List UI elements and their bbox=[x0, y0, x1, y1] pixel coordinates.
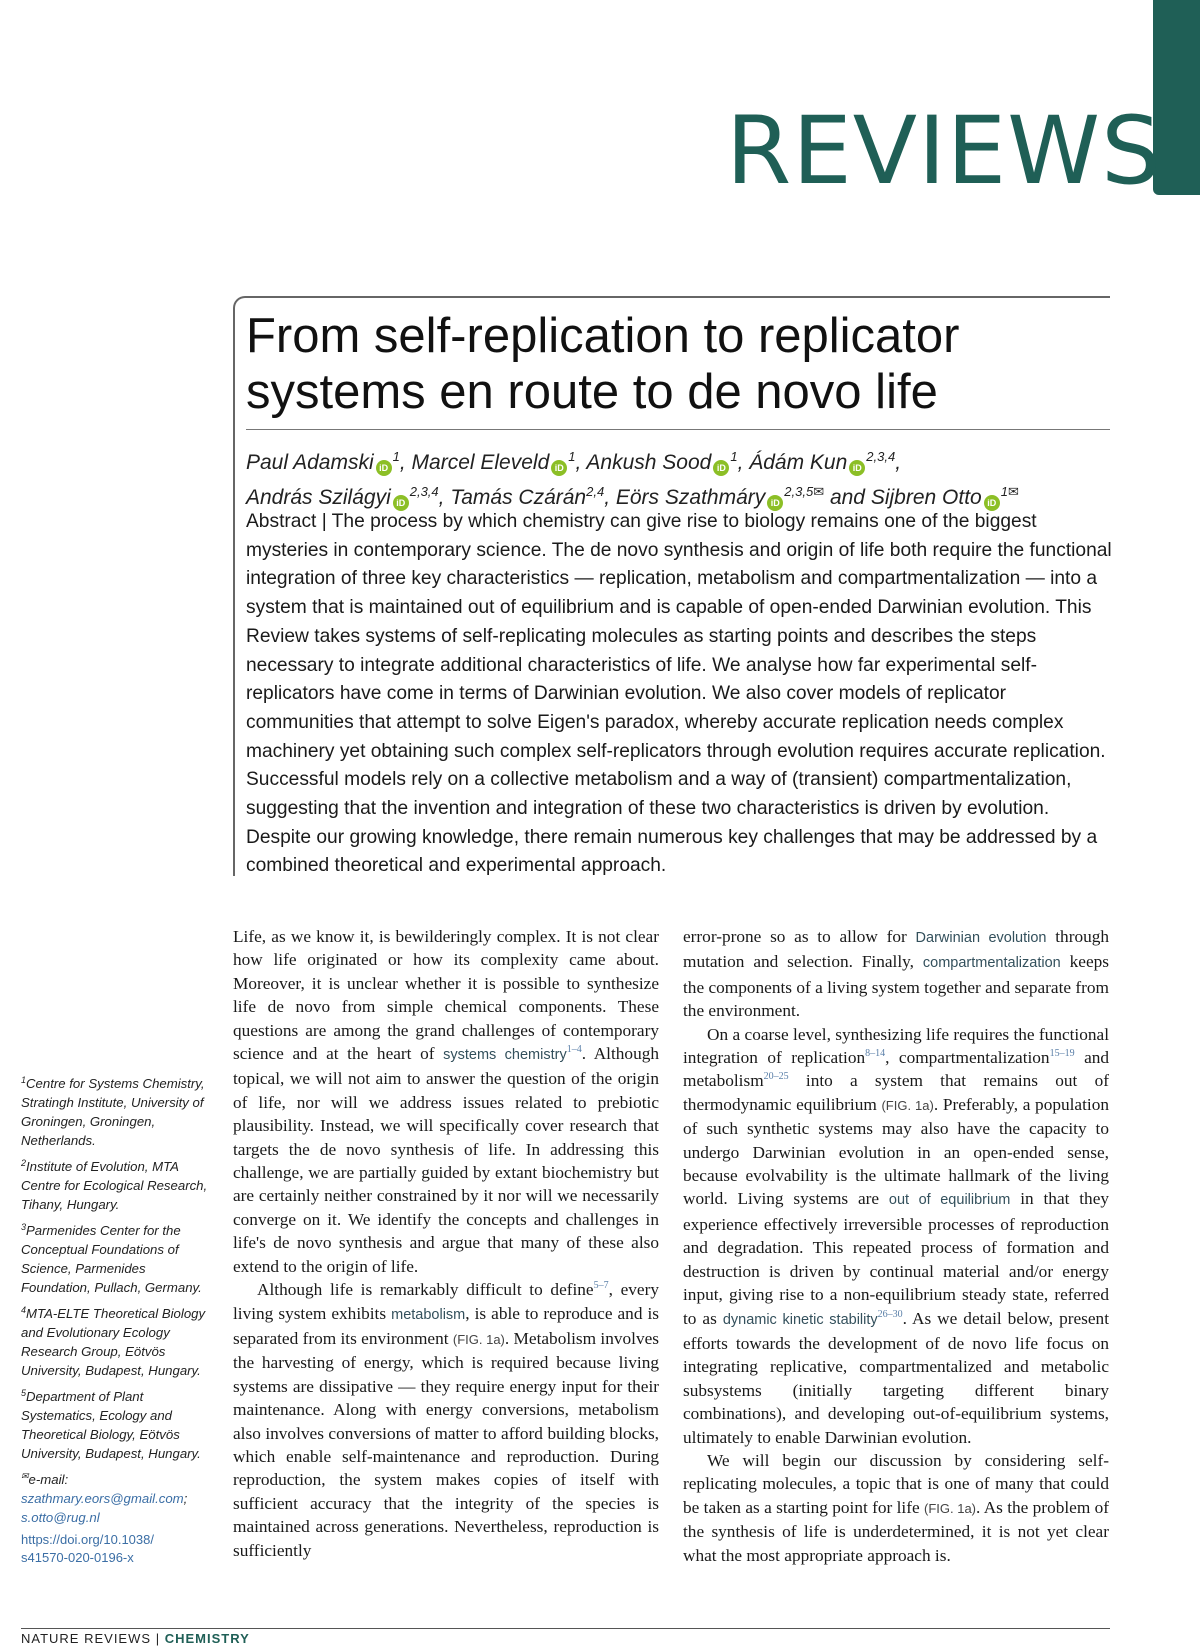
affiliation-item: $^5$Department of Plant Systematics, Ecology and Theoretical Biology, Eötvös University, Budapest, Hungary. bbox=[21, 1388, 201, 1461]
citation[interactable]: 8–14 bbox=[865, 1048, 886, 1060]
author-name[interactable]: Paul Adamski bbox=[246, 451, 374, 474]
citation[interactable]: 15–19 bbox=[1049, 1048, 1075, 1060]
envelope-icon[interactable]: ✉ bbox=[1007, 484, 1019, 499]
body-paragraph: We will begin our discussion by considering self-replicating molecules, a topic that is one of many that could be taken as a starting point for life (FIG. 1a). As the problem of the synthesis of life is underdetermined, it is not yet clear what the most appropriate approach is. bbox=[683, 1450, 1109, 1565]
author-affiliation: 2,3,5 bbox=[784, 484, 814, 499]
author-name[interactable]: Marcel Eleveld bbox=[411, 451, 550, 474]
author-name[interactable]: Eörs Szathmáry bbox=[615, 486, 766, 509]
glossary-term[interactable]: metabolism bbox=[391, 1306, 466, 1323]
citation[interactable]: 5–7 bbox=[593, 1280, 609, 1292]
author-name[interactable]: András Szilágyi bbox=[246, 486, 391, 509]
email-label: e-mail: bbox=[28, 1472, 69, 1487]
glossary-term[interactable]: compartmentalization bbox=[922, 955, 1061, 972]
affiliations-sidebar bbox=[21, 1071, 216, 1571]
journal-section-title: REVIEWS bbox=[726, 97, 1162, 206]
orcid-icon[interactable]: iD bbox=[767, 495, 783, 511]
envelope-icon[interactable]: ✉ bbox=[813, 484, 825, 499]
author-affiliation: 2,4 bbox=[586, 484, 605, 499]
page-footer bbox=[21, 1631, 250, 1646]
title-line-2: systems en route to de novo life bbox=[246, 365, 938, 419]
orcid-icon[interactable]: iD bbox=[713, 460, 729, 476]
affiliation-item: $^1$Centre for Systems Chemistry, Stratingh Institute, University of Groningen, Groningen, Netherlands. bbox=[21, 1075, 205, 1148]
orcid-icon[interactable]: iD bbox=[984, 495, 1000, 511]
author-line-1: Paul Adamski iD$^1$, Marcel Eleveld iD$^1$, Ankush Sood iD$^1$, Ádám Kun iD$^{2,3,4}$, bbox=[246, 449, 902, 474]
author-affiliation: 1 bbox=[1000, 484, 1008, 499]
body-paragraph: Although life is remarkably difficult to define$^{5-7}$, every living system exhibits metabolism, is able to reproduce and is separated from its environment (FIG. 1a). Metabolism involves the harvesting of energy, which is required because living systems are dissipative — they require energy input for their maintenance. Along with energy conversions, metabolism also involves conversions of matter to afford building blocks, which enable self-maintenance and reproduction. During reproduction, the system makes copies of itself with sufficient accuracy that the integrity of the species is maintained across generations. Nevertheless, reproduction is sufficiently bbox=[233, 1280, 659, 1560]
footer-divider bbox=[21, 1628, 1110, 1629]
glossary-term[interactable]: Darwinian evolution bbox=[915, 930, 1047, 946]
author-affiliation: 1 bbox=[392, 449, 400, 464]
body-column-left bbox=[233, 925, 659, 1562]
glossary-term[interactable]: dynamic kinetic stability bbox=[722, 1311, 878, 1328]
author-affiliation: 1 bbox=[568, 449, 576, 464]
affiliation-item: $^3$Parmenides Center for the Conceptual Foundations of Science, Parmenides Foundation, Pullach, Germany. bbox=[21, 1222, 202, 1295]
author-affiliation: 1 bbox=[730, 449, 738, 464]
footer-separator: | bbox=[155, 1631, 161, 1646]
orcid-icon[interactable]: iD bbox=[393, 495, 409, 511]
glossary-term[interactable]: systems chemistry bbox=[443, 1047, 567, 1064]
email-link[interactable]: szathmary.eors@gmail.com bbox=[21, 1491, 184, 1506]
author-name[interactable]: Ankush Sood bbox=[586, 451, 712, 474]
orcid-icon[interactable]: iD bbox=[849, 460, 865, 476]
author-name[interactable]: Ádám Kun bbox=[749, 451, 848, 474]
email-link[interactable]: s.otto@rug.nl bbox=[21, 1510, 100, 1525]
body-column-right bbox=[683, 925, 1109, 1567]
envelope-icon: ✉ bbox=[21, 1471, 29, 1481]
citation[interactable]: 20–25 bbox=[763, 1071, 789, 1083]
doi-link[interactable]: https://doi.org/10.1038/ s41570-020-0196-x bbox=[21, 1532, 154, 1565]
contact-emails: ✉e-mail: szathmary.eors@gmail.com; s.otto@rug.nl bbox=[21, 1471, 188, 1525]
footer-subject: CHEMISTRY bbox=[164, 1631, 250, 1646]
author-affiliation: 2,3,4 bbox=[409, 484, 439, 499]
figure-reference[interactable]: (FIG. 1a) bbox=[881, 1097, 934, 1113]
author-name[interactable]: Tamás Czárán bbox=[450, 486, 587, 509]
citation[interactable]: 1–4 bbox=[566, 1044, 582, 1056]
author-list bbox=[246, 442, 1110, 512]
body-paragraph: Life, as we know it, is bewilderingly complex. It is not clear how life originated or how its complexity came about. Moreover, it is unclear whether it is possible to synthesize life de novo from simple chemical components. These questions are among the grand challenges of contemporary science and at the heart of systems chemistry$^{1-4}$. Although topical, we will not aim to answer the question of the origin of life, nor will we address issues related to prebiotic plausibility. Instead, we will specifically cover research that targets the de novo synthesis of life. In addressing this challenge, we are partially guided by extant biochemistry but are certainly neither constrained by it nor will we necessarily converge on it. We identify the concepts and challenges in life's de novo synthesis and argue that many of these also extend to the origin of life. bbox=[233, 927, 659, 1276]
author-affiliation: 2,3,4 bbox=[866, 449, 896, 464]
affiliation-item: $^2$Institute of Evolution, MTA Centre for Ecological Research, Tihany, Hungary. bbox=[21, 1158, 208, 1212]
glossary-term[interactable]: out of equilibrium bbox=[888, 1192, 1011, 1209]
citation[interactable]: 26–30 bbox=[877, 1308, 903, 1320]
figure-reference[interactable]: (FIG. 1a) bbox=[923, 1500, 976, 1516]
author-name[interactable]: Sijbren Otto bbox=[870, 486, 982, 509]
title-line-1: From self-replication to replicator bbox=[246, 309, 960, 363]
article-title bbox=[246, 308, 1106, 420]
author-line-2: András Szilágyi iD$^{2,3,4}$, Tamás Czárán$^{2,4}$, Eörs Szathmáry iD$^{2,3,5✉}$ and Sijbren Otto iD$^{1✉}$ bbox=[246, 484, 1019, 509]
orcid-icon[interactable]: iD bbox=[551, 460, 567, 476]
author-connector: and bbox=[829, 486, 865, 509]
figure-reference[interactable]: (FIG. 1a) bbox=[452, 1331, 505, 1347]
affiliation-item: $^4$MTA-ELTE Theoretical Biology and Evolutionary Ecology Research Group, Eötvös University, Budapest, Hungary. bbox=[21, 1305, 206, 1378]
footer-journal: NATURE REVIEWS bbox=[21, 1631, 152, 1646]
body-paragraph: On a coarse level, synthesizing life requires the functional integration of replication$^{8-14}$, compartmentalization$^{15-19}$ and metabolism$^{20-25}$ into a system that remains out of thermodynamic equilibrium (FIG. 1a). Preferably, a population of such synthetic systems may also have the capacity to undergo Darwinian evolution in an open-ended sense, because evolvability is the ultimate hallmark of the living world. Living systems are out of equilibrium in that they experience effectively irreversible processes of reproduction and degradation. This repeated process of formation and destruction is driven by continual material and/or energy input, giving rise to a non-equilibrium steady state, referred to as dynamic kinetic stability$^{26-30}$. As we detail below, present efforts towards the development of de novo life focus on integrating replicative, compartmentalized and metabolic subsystems (initially targeting different binary combinations), and developing out-of-equilibrium systems, ultimately to enable Darwinian evolution. bbox=[683, 1024, 1110, 1447]
abstract: Abstract | The process by which chemistry can give rise to biology remains one of the biggest mysteries in contemporary science. The de novo synthesis and origin of life both require the functional integration of three key characteristics — replication, metabolism and compartmentalization — into a system that is maintained out of equilibrium and is capable of open-ended Darwinian evolution. This Review takes systems of self-replicating molecules as starting points and describes the steps necessary to integrate additional characteristics of life. We analyse how far experimental self-replicators have come in terms of Darwinian evolution. We also cover models of replicator communities that attempt to solve Eigen's paradox, whereby accurate replication needs complex machinery yet obtaining such complex self-replicators through evolution requires accurate replication. Successful models rely on a collective metabolism and a way of (transient) compartmentalization, suggesting that the invention and integration of these two characteristics is driven by evolution. Despite our growing knowledge, there remain numerous key challenges that may be addressed by a combined theoretical and experimental approach. bbox=[246, 511, 1112, 877]
title-divider bbox=[246, 429, 1110, 430]
orcid-icon[interactable]: iD bbox=[376, 460, 392, 476]
body-paragraph: error-prone so as to allow for Darwinian evolution through mutation and selection. Finally, compartmentalization keeps the components of a living system together and separate from the environment. bbox=[683, 927, 1110, 1021]
